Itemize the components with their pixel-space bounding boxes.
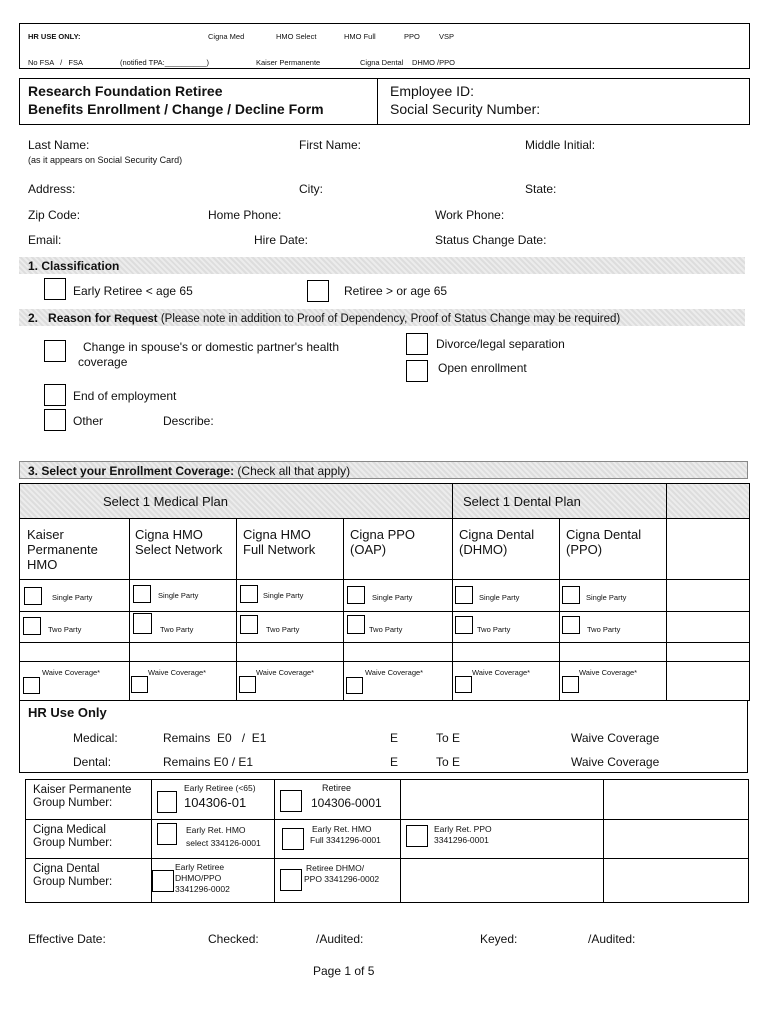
cigna-dental-early-label: Early Retiree DHMO/PPO 3341296-0002 [175,862,230,894]
hr-top-ppo: PPO [404,32,420,41]
end-employment-checkbox[interactable] [44,384,66,406]
cigna-med-early-hmo-full-checkbox[interactable] [282,828,304,850]
zip-label[interactable]: Zip Code: [28,208,81,222]
cigna-dental-early-checkbox[interactable] [152,870,174,892]
state-label[interactable]: State: [525,182,557,196]
last-name-note: (as it appears on Social Security Card) [28,155,183,165]
waive-hmo-full-checkbox[interactable] [239,676,256,693]
plan-kaiser: Kaiser Permanente HMO [27,527,98,572]
spouse-change-label: Change in spouse's or domestic partner's health [83,340,340,354]
form-title-line2: Benefits Enrollment / Change / Decline Form [28,101,324,117]
describe-label[interactable]: Describe: [163,414,214,428]
hr-medical-remains: Remains E0 / E1 [163,731,267,745]
kaiser-early-number: 104306-01 [184,795,247,810]
cigna-medical-group-label: Cigna Medical Group Number: [33,824,113,849]
middle-initial-label[interactable]: Middle Initial: [525,138,596,152]
cigna-med-early-ppo-checkbox[interactable] [406,825,428,847]
single-party-dhmo-checkbox[interactable] [455,586,473,604]
hr-top-tpa: (notified TPA:__________) [120,58,209,67]
end-employment-label: End of employment [73,389,177,403]
single-party-label: Single Party [479,593,520,602]
waive-dental-ppo-checkbox[interactable] [562,676,579,693]
divorce-checkbox[interactable] [406,333,428,355]
retiree-checkbox[interactable] [307,280,329,302]
single-party-label: Single Party [586,593,627,602]
checked-label: Checked: [208,932,259,946]
section1-header [19,257,745,274]
single-party-label: Single Party [158,591,199,600]
audited-label-2: /Audited: [588,932,636,946]
two-party-label: Two Party [48,625,82,634]
waive-hmo-select-checkbox[interactable] [131,676,148,693]
retiree-label: Retiree > or age 65 [344,284,448,298]
hr-top-cigna-med: Cigna Med [208,32,245,41]
waive-coverage-label: Waive Coverage* [472,668,531,677]
hr-medical-to-e: To E [436,731,461,745]
last-name-label[interactable]: Last Name: [28,138,90,152]
section2-title: 2. Reason for Request (Please note in addition to Proof of Dependency, Proof of Status Change may be required) [28,311,621,325]
single-party-hmo-select-checkbox[interactable] [133,585,151,603]
single-party-label: Single Party [372,593,413,602]
home-phone-label[interactable]: Home Phone: [208,208,282,222]
employee-id-label: Employee ID: [390,83,475,99]
city-label[interactable]: City: [299,182,323,196]
other-label: Other [73,414,104,428]
divorce-label: Divorce/legal separation [436,337,565,351]
plan-cigna-ppo: Cigna PPO (OAP) [350,527,416,557]
single-party-dental-ppo-checkbox[interactable] [562,586,580,604]
medical-plan-header: Select 1 Medical Plan [103,494,229,509]
hr-dental-to-e: To E [436,755,461,769]
spouse-change-label2: coverage [78,355,128,369]
audited-label-1: /Audited: [316,932,364,946]
hr-medical-e: E [390,731,399,745]
hire-date-label[interactable]: Hire Date: [254,233,309,247]
two-party-hmo-select-checkbox[interactable] [133,613,152,634]
hr-top-fsa: No FSA / FSA [28,58,84,67]
hr-top-kaiser: Kaiser Permanente [256,58,321,67]
kaiser-early-label: Early Retiree (<65) [184,783,256,793]
hr-medical-label: Medical: [73,731,118,745]
email-label[interactable]: Email: [28,233,62,247]
kaiser-retiree-checkbox[interactable] [280,790,302,812]
two-party-label: Two Party [160,625,194,634]
single-party-ppo-checkbox[interactable] [347,586,365,604]
two-party-dhmo-checkbox[interactable] [455,616,473,634]
open-enrollment-checkbox[interactable] [406,360,428,382]
two-party-hmo-full-checkbox[interactable] [240,615,258,634]
work-phone-label[interactable]: Work Phone: [435,208,505,222]
plan-cigna-dental-dhmo: Cigna Dental (DHMO) [459,527,535,557]
single-party-label: Single Party [52,593,93,602]
hr-dental-remains: Remains E0 / E1 [163,755,254,769]
plan-cigna-hmo-full: Cigna HMO Full Network [243,527,316,557]
plan-cigna-hmo-select: Cigna HMO Select Network [135,527,223,557]
two-party-kaiser-checkbox[interactable] [23,617,41,635]
plan-cigna-dental-ppo: Cigna Dental (PPO) [566,527,642,557]
hr-dental-waive: Waive Coverage [571,755,660,769]
waive-coverage-label: Waive Coverage* [579,668,638,677]
cigna-med-early-hmo-select-label: Early Ret. HMO select 334126-0001 [186,825,261,848]
waive-coverage-label: Waive Coverage* [148,668,207,677]
cigna-dental-retiree-checkbox[interactable] [280,869,302,891]
form-title-line1: Research Foundation Retiree [28,83,223,99]
hr-dental-e: E [390,755,399,769]
single-party-kaiser-checkbox[interactable] [24,587,42,605]
two-party-dental-ppo-checkbox[interactable] [562,616,580,634]
waive-dhmo-checkbox[interactable] [455,676,472,693]
address-label[interactable]: Address: [28,182,76,196]
ssn-label: Social Security Number: [390,101,541,117]
waive-ppo-checkbox[interactable] [346,677,363,694]
cigna-dental-group-label: Cigna Dental Group Number: [33,863,113,888]
cigna-med-early-ppo-label: Early Ret. PPO 3341296-0001 [434,824,492,845]
cigna-med-early-hmo-select-checkbox[interactable] [157,823,177,845]
waive-kaiser-checkbox[interactable] [23,677,40,694]
two-party-label: Two Party [369,625,403,634]
hr-top-label: HR USE ONLY: [28,32,81,41]
two-party-label: Two Party [477,625,511,634]
open-enrollment-label: Open enrollment [438,361,527,375]
page-number: Page 1 of 5 [313,964,375,978]
hr-top-hmo-select: HMO Select [276,32,317,41]
hr-top-hmo-full: HMO Full [344,32,376,41]
keyed-label: Keyed: [480,932,518,946]
waive-coverage-label: Waive Coverage* [365,668,424,677]
other-checkbox[interactable] [44,409,66,431]
effective-date-label: Effective Date: [28,932,106,946]
two-party-ppo-checkbox[interactable] [347,615,365,634]
cigna-med-early-hmo-full-label: Early Ret. HMO Full 3341296-0001 [310,824,381,845]
kaiser-retiree-number: 104306-0001 [311,796,382,810]
single-party-hmo-full-checkbox[interactable] [240,585,258,603]
dental-plan-header: Select 1 Dental Plan [463,494,581,509]
two-party-label: Two Party [266,625,300,634]
kaiser-group-label: Kaiser Permanente Group Number: [33,784,132,809]
waive-coverage-label: Waive Coverage* [256,668,315,677]
kaiser-retiree-label: Retiree [322,783,352,793]
section1-title: 1. Classification [28,259,120,273]
single-party-label: Single Party [263,591,304,600]
hr-top-cigna-dental: Cigna Dental [360,58,404,67]
hr-use-title: HR Use Only [28,705,107,720]
kaiser-early-checkbox[interactable] [157,791,177,813]
section3-title: 3. Select your Enrollment Coverage: (Check all that apply) [28,464,351,478]
hr-top-vsp: VSP [439,32,455,41]
hr-top-dhmo: DHMO /PPO [412,58,455,67]
status-change-date-label[interactable]: Status Change Date: [435,233,547,247]
hr-dental-label: Dental: [73,755,112,769]
waive-coverage-label: Waive Coverage* [42,668,101,677]
first-name-label[interactable]: First Name: [299,138,362,152]
spouse-change-checkbox[interactable] [44,340,66,362]
two-party-label: Two Party [587,625,621,634]
cigna-dental-retiree-label: Retiree DHMO/ PPO 3341296-0002 [304,863,380,884]
early-retiree-label: Early Retiree < age 65 [73,284,193,298]
early-retiree-checkbox[interactable] [44,278,66,300]
hr-medical-waive: Waive Coverage [571,731,660,745]
